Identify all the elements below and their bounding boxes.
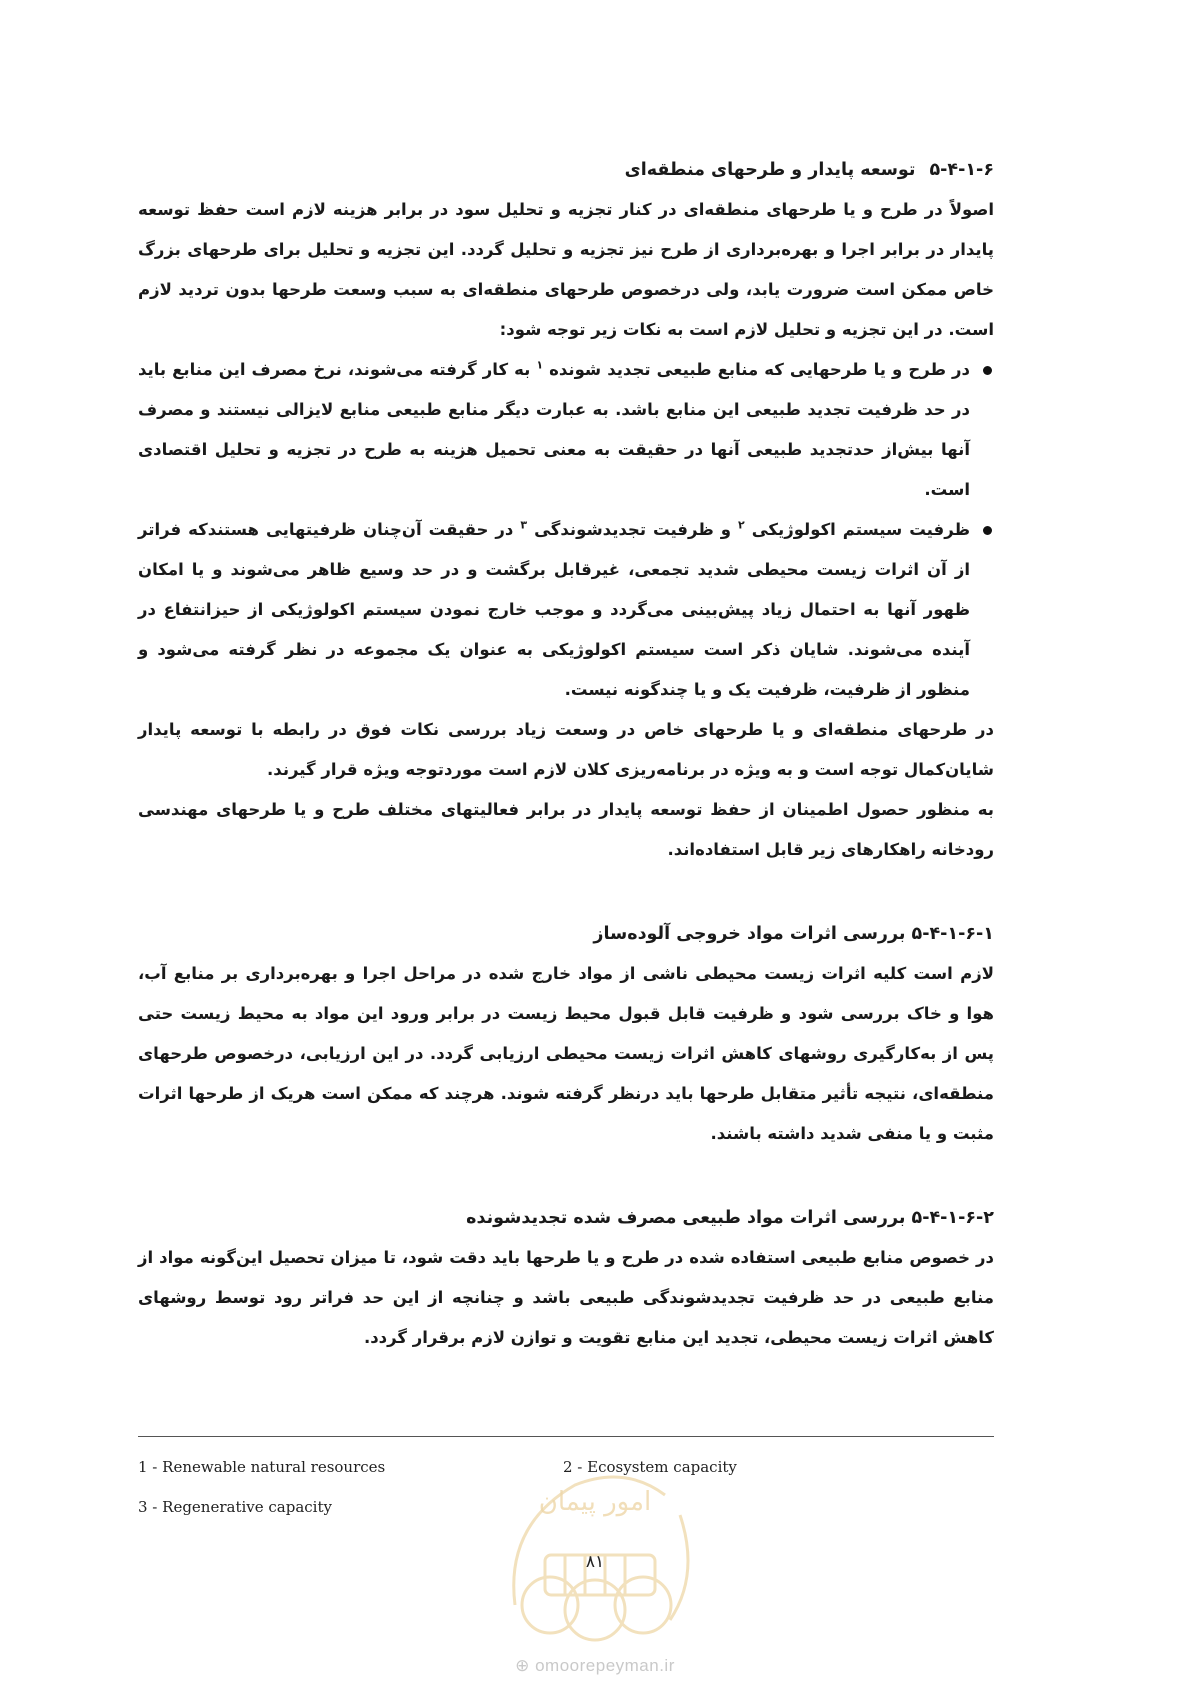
- bullet2-text-a: ظرفیت سیستم اکولوژیکی: [751, 520, 971, 539]
- subsection-1-paragraph: لازم است کلیه اثرات زیست محیطی ناشی از مواد خارج شده در مراحل اجرا و بهره‌برداری بر منابع آب، هوا و خاک بررسی شود و ظرفیت قابل قبول محیط زیست در برابر ورود این مواد به محیط زیست حتی پس از به‌کارگیری روشهای کاهش اثرات زیست محیطی ارزیابی گردد. در این ارزیابی، درخصوص طرحهای منطقه‌ای، نتیجه تأثیر متقابل طرحها باید درنظر گرفته شوند. هرچند که ممکن است هریک از طرحها اثرات مثبت و یا منفی شدید داشته باشند.: [138, 964, 994, 1143]
- section-number: ۵-۴-۱-۶: [929, 160, 994, 180]
- watermark-site: [0, 1656, 1190, 1676]
- bullet-item-ecosystem: [138, 510, 994, 710]
- bullet1-text-b: به کار گرفته می‌شوند، نرخ مصرف این منابع باید در حد ظرفیت تجدید طبیعی این منابع باشد. به عبارت دیگر منابع طبیعی منابع لایزالی نیستند و مصرف آنها بیش‌از حدتجدید طبیعی آنها در حقیقت به معنی تحمیل هزینه به طرح در تجزیه و تحلیل اقتصادی است.: [138, 360, 970, 499]
- subsection-1-title: بررسی اثرات مواد خروجی آلوده‌ساز: [593, 924, 906, 944]
- footnote-ref-3: ۳: [520, 518, 528, 532]
- bullet2-text-c: در حقیقت آن‌چنان ظرفیتهایی هستندکه فراتر از آن اثرات زیست محیطی شدید تجمعی، غیرقابل برگشت و در حد وسیع ظاهر می‌شوند و یا امکان ظهور آنها به احتمال زیاد پیش‌بینی می‌گردد و موجب خارج نمودن سیستم اکولوژیکی از حیزانتفاع در آینده می‌شوند. شایان ذکر است سیستم اکولوژیکی به عنوان یک مجموعه در نظر گرفته می‌شود و منظور از ظرفیت، ظرفیت یک و یا چندگونه نیست.: [138, 520, 970, 699]
- subsection-2-paragraph: در خصوص منابع طبیعی استفاده شده در طرح و یا طرحها باید دقت شود، تا میزان تحصیل این‌گونه مواد از منابع طبیعی در حد ظرفیت تجدیدشوندگی طبیعی باشد و چنانچه از این حد فراتر رود توسط روشهای کاهش اثرات زیست محیطی، تجدید این منابع تقویت و توازن لازم برقرار گردد.: [138, 1248, 994, 1347]
- watermark-site-text: omoorepeyman.ir: [535, 1656, 675, 1675]
- regional-paragraph: در طرحهای منطقه‌ای و یا طرحهای خاص در وسعت زیاد بررسی نکات فوق در رابطه با توسعه پایدار شایان‌کمال توجه است و به ویژه در برنامه‌ریزی کلان لازم است موردتوجه ویژه قرار گیرند.: [138, 720, 994, 779]
- subsection-2-title: بررسی اثرات مواد طبیعی مصرف شده تجدیدشونده: [466, 1208, 906, 1228]
- bullet-item-renewable: [138, 350, 994, 510]
- footnote-ref-1: ۱: [536, 358, 544, 372]
- subsection-1-heading: [138, 914, 994, 954]
- intro-paragraph: اصولاً در طرح و یا طرحهای منطقه‌ای در کنار تجزیه و تحلیل سود در برابر هزینه لازم است حفظ توسعه پایدار در برابر اجرا و بهره‌برداری از طرح نیز تجزیه و تحلیل گردد. این تجزیه و تحلیل برای طرحهای بزرگ خاص ممکن است ضرورت یابد، ولی درخصوص طرحهای منطقه‌ای به سبب وسعت طرحها بدون تردید لازم است. در این تجزیه و تحلیل لازم است به نکات زیر توجه شود:: [138, 200, 994, 339]
- strategies-paragraph: به منظور حصول اطمینان از حفظ توسعه پایدار در برابر فعالیتهای مختلف طرح و یا طرحهای مهندسی رودخانه راهکارهای زیر قابل استفاده‌اند.: [138, 800, 994, 859]
- main-content: [138, 150, 994, 1358]
- bullet-list: [138, 350, 994, 710]
- seal-text: امور پیمان: [538, 1487, 652, 1517]
- footnote-separator: [138, 1436, 994, 1437]
- globe-icon: ⊕: [515, 1656, 530, 1675]
- subsection-2-number: ۵-۴-۱-۶-۲: [911, 1208, 994, 1228]
- subsection-1-number: ۵-۴-۱-۶-۱: [911, 924, 994, 944]
- footnote-1: 1 - Renewable natural resources: [138, 1458, 386, 1476]
- footnote-2: 2 - Ecosystem capacity: [563, 1458, 737, 1476]
- bullet2-text-b: و ظرفیت تجدیدشوندگی: [534, 520, 732, 539]
- section-title: توسعه پایدار و طرحهای منطقه‌ای: [624, 160, 916, 180]
- bullet1-text-a: در طرح و یا طرحهایی که منابع طبیعی تجدید شونده: [549, 360, 971, 379]
- subsection-2-heading: [138, 1198, 994, 1238]
- footnote-3: 3 - Regenerative capacity: [138, 1498, 332, 1516]
- footnote-ref-2: ۲: [738, 518, 745, 532]
- page-number: ۸۱: [585, 1552, 605, 1572]
- section-heading: [138, 150, 994, 190]
